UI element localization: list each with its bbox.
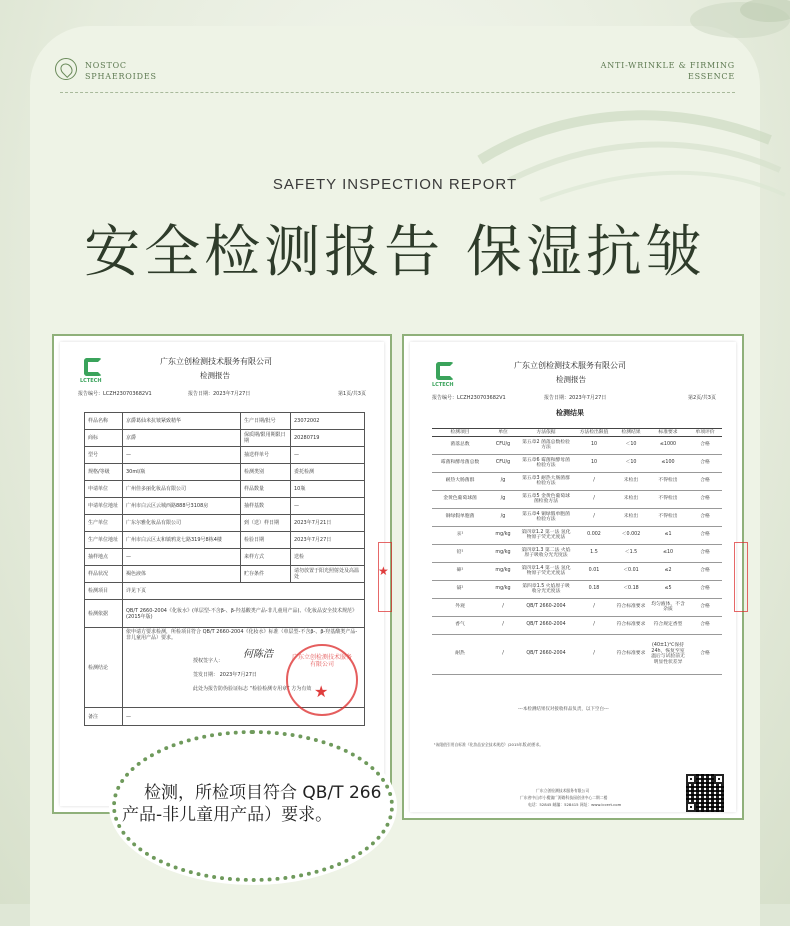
info-cell-v1: 褐色液体 <box>123 566 241 583</box>
results-cell: ≤100 <box>648 454 688 472</box>
page-number: 第1页/共3页 <box>337 391 366 397</box>
results-cell: /g <box>488 490 518 508</box>
results-cell: 不得检出 <box>648 508 688 526</box>
decorative-leaves-corner <box>650 0 790 60</box>
info-cell-k2: 到（送）样日期 <box>241 515 291 532</box>
results-column-header: 检测项目 <box>432 429 488 437</box>
results-cell: 0.18 <box>574 580 614 598</box>
footer-line-2: 广东省中山市小榄镇广源路科技园创业中心二期二楼 <box>520 795 608 800</box>
info-cell-v2: 20280719 <box>291 430 365 447</box>
basis-label: 检测依据 <box>85 600 123 628</box>
report-page-2 <box>410 342 736 812</box>
info-cell-v1: 广东尔雅化妆品有限公司 <box>123 515 241 532</box>
side-seal <box>734 542 748 612</box>
results-cell: 合格 <box>688 562 722 580</box>
info-row <box>85 481 365 498</box>
results-cell: mg/kg <box>488 580 518 598</box>
info-cell-v1: — <box>123 549 241 566</box>
results-cell: / <box>574 616 614 634</box>
basis-value: QB/T 2660-2004《化妆水》(单层型-不含β-、β-羟基酸类产品-非儿童用产品)、《化妆品安全技术规范》(2015年版) <box>123 600 365 628</box>
org-name: 广东立创检测技术服务有限公司 <box>514 361 626 370</box>
info-cell-k1: 型号 <box>85 447 123 464</box>
results-cell: 合格 <box>688 634 722 674</box>
info-cell-v1: — <box>123 447 241 464</box>
results-cell: 砷¹ <box>432 562 488 580</box>
results-column-header: 方法检出限值 <box>574 429 614 437</box>
info-cell-v2: — <box>291 498 365 515</box>
info-cell-k1: 抽样地点 <box>85 549 123 566</box>
project-value: 详见下页 <box>123 583 365 600</box>
lctech-logo-text: LCTECH <box>432 382 454 388</box>
conclusion-value: 依申请方要求检测，所检项目符合 QB/T 2660-2004《化妆水》标准（单层型-不含β-、β-羟基酸类产品-非儿童用产品）要求。 <box>126 629 358 641</box>
results-cell: ≤1 <box>648 526 688 544</box>
seal-star-icon: ★ <box>314 682 329 701</box>
results-cell: 合格 <box>688 508 722 526</box>
results-cell: 合格 <box>688 544 722 562</box>
results-cell: mg/kg <box>488 562 518 580</box>
results-column-header: 单位 <box>488 429 518 437</box>
results-cell: 符合标准要求 <box>614 598 648 616</box>
results-row <box>432 436 722 454</box>
results-cell: 香气 <box>432 616 488 634</box>
end-note: ---本检测结果仅对接收样品负责，以下空白--- <box>518 707 609 712</box>
results-table <box>432 428 722 675</box>
info-row <box>85 515 365 532</box>
results-cell: CFU/g <box>488 454 518 472</box>
results-cell: 第四章1.5 火焰原子吸收分光光度法 <box>518 580 574 598</box>
results-cell: 1.5 <box>574 544 614 562</box>
results-cell: 第四章1.3 第二法 火焰原子吸收分光光度法 <box>518 544 574 562</box>
results-cell: 合格 <box>688 526 722 544</box>
magnifier-callout <box>112 730 394 882</box>
hero-title-en: SAFETY INSPECTION REPORT <box>272 176 518 193</box>
info-cell-v1: 京爵葛仙米抗皱紧致精华 <box>123 413 241 430</box>
results-row <box>432 616 722 634</box>
info-cell-k1: 商标 <box>85 430 123 447</box>
results-cell: 霉菌和酵母菌总数 <box>432 454 488 472</box>
results-cell: / <box>488 616 518 634</box>
info-cell-k1: 申请单位 <box>85 481 123 498</box>
official-seal-text: 广东立创检测技术服务有限公司 <box>292 654 353 668</box>
org-name: 广东立创检测技术服务有限公司 <box>160 357 272 366</box>
results-cell: mg/kg <box>488 544 518 562</box>
info-cell-k2: 保质期/限用期限日期 <box>241 430 291 447</box>
info-cell-k2: 生产日期/批号 <box>241 413 291 430</box>
results-cell: CFU/g <box>488 436 518 454</box>
info-cell-k2: 检验日期 <box>241 532 291 549</box>
results-cell: (40±1)℃保持24h，恢复至室温后与试验前无明显性状差异 <box>648 634 688 674</box>
info-cell-v2: 送检 <box>291 549 365 566</box>
validation-note: 此处为报告防伪验证标志 “检验检测专用章” 方为有效 <box>193 686 312 692</box>
info-cell-k1: 生产单位地址 <box>85 532 123 549</box>
results-cell: 合格 <box>688 580 722 598</box>
results-cell: 耐热 <box>432 634 488 674</box>
project-label: 检测项目 <box>85 583 123 600</box>
results-cell: ＜1.5 <box>614 544 648 562</box>
results-cell: 不得检出 <box>648 472 688 490</box>
results-cell: 符合标准要求 <box>614 616 648 634</box>
info-cell-k1: 申请单位地址 <box>85 498 123 515</box>
info-cell-k2: 来样方式 <box>241 549 291 566</box>
results-cell: ＜0.002 <box>614 526 648 544</box>
qr-corner <box>686 802 696 812</box>
results-cell: / <box>574 634 614 674</box>
results-cell: / <box>488 634 518 674</box>
info-cell-v1: 广州佳多丽化妆品有限公司 <box>123 481 241 498</box>
results-column-header: 标准要求 <box>648 429 688 437</box>
remark-label: 备注 <box>85 708 123 726</box>
sign-date-label: 签发日期： <box>193 672 219 678</box>
info-row <box>85 566 365 583</box>
results-column-header: 检测结果 <box>614 429 648 437</box>
lctech-logo-icon <box>436 362 454 380</box>
product-tagline <box>601 60 735 82</box>
info-cell-k2: 样品数量 <box>241 481 291 498</box>
footer-line-1: 广东立创检测技术服务有限公司 <box>536 788 590 793</box>
results-cell: ＜0.01 <box>614 562 648 580</box>
results-cell: QB/T 2660-2004 <box>518 616 574 634</box>
results-cell: 合格 <box>688 598 722 616</box>
tagline-line-1: ANTI-WRINKLE & FIRMING <box>600 61 735 70</box>
lctech-logo-icon <box>84 358 102 376</box>
info-row <box>85 413 365 430</box>
magnified-text-line-2: 产品-非儿童用产品）要求。 <box>122 805 333 825</box>
results-cell: 合格 <box>688 616 722 634</box>
results-cell: 铜绿假单胞菌 <box>432 508 488 526</box>
results-cell: 合格 <box>688 472 722 490</box>
info-cell-v1: 广州市白云区云城西路888号3108房 <box>123 498 241 515</box>
results-cell: 未检出 <box>614 508 648 526</box>
results-cell: 第五章4 铜绿假单胞菌检验方法 <box>518 508 574 526</box>
info-cell-v2: — <box>291 447 365 464</box>
info-row <box>85 532 365 549</box>
results-cell: 镉¹ <box>432 580 488 598</box>
results-cell: / <box>574 490 614 508</box>
info-cell-v1: 京爵 <box>123 430 241 447</box>
info-cell-v2: 2023年7月27日 <box>291 532 365 549</box>
results-cell: / <box>574 598 614 616</box>
footnote: ¹该限值引用自标准《化妆品安全技术规范》(2015年版)的要求。 <box>434 742 544 747</box>
results-cell: 合格 <box>688 454 722 472</box>
results-cell: 10 <box>574 454 614 472</box>
results-row <box>432 580 722 598</box>
results-cell: 金黄色葡萄球菌 <box>432 490 488 508</box>
info-cell-v2: 23072002 <box>291 413 365 430</box>
top-bar <box>55 58 735 92</box>
results-cell: 铅¹ <box>432 544 488 562</box>
results-row <box>432 598 722 616</box>
info-cell-v2: 委托检测 <box>291 464 365 481</box>
results-row <box>432 508 722 526</box>
results-cell: 10 <box>574 436 614 454</box>
results-row <box>432 490 722 508</box>
brand-name <box>85 60 157 82</box>
remark-value: — <box>123 708 365 726</box>
results-cell: 0.01 <box>574 562 614 580</box>
results-row <box>432 634 722 674</box>
info-cell-k2: 抽样基数 <box>241 498 291 515</box>
footer-line-3: 电话：52845 邮编：528415 网址：www.lccert.com <box>528 802 622 807</box>
info-cell-k2: 抽送样单号 <box>241 447 291 464</box>
results-row <box>432 526 722 544</box>
report-title: 检测报告 <box>556 375 586 384</box>
results-cell: 均匀液体，不含杂质 <box>648 598 688 616</box>
qr-corner <box>714 774 724 784</box>
results-cell: 第四章1.4 第一法 氢化物原子荧光光度法 <box>518 562 574 580</box>
results-cell: 合格 <box>688 436 722 454</box>
header-divider <box>60 92 735 93</box>
authorized-signer <box>193 658 223 664</box>
hero-title-cn: 安全检测报告 保湿抗皱 <box>84 220 706 285</box>
info-cell-k2: 贮存条件 <box>241 566 291 583</box>
results-row <box>432 454 722 472</box>
lctech-logo-text: LCTECH <box>80 378 102 384</box>
info-cell-k1: 生产单位 <box>85 515 123 532</box>
results-cell: ≤1000 <box>648 436 688 454</box>
info-row <box>85 498 365 515</box>
results-row <box>432 472 722 490</box>
report-title: 检测报告 <box>200 371 230 380</box>
results-cell: ＜0.18 <box>614 580 648 598</box>
report-date: 报告日期：2023年7月27日 <box>544 395 607 401</box>
results-cell: 第四章1.2 第一法 氢化物原子荧光光度法 <box>518 526 574 544</box>
results-cell: 外观 <box>432 598 488 616</box>
tagline-line-2: ESSENCE <box>687 72 735 81</box>
results-cell: 不得检出 <box>648 490 688 508</box>
results-cell: 未检出 <box>614 490 648 508</box>
results-cell: ≤5 <box>648 580 688 598</box>
results-cell: 汞¹ <box>432 526 488 544</box>
info-cell-k1: 规格/等级 <box>85 464 123 481</box>
auth-label: 授权签字人： <box>193 658 224 664</box>
results-cell: /g <box>488 472 518 490</box>
results-cell: mg/kg <box>488 526 518 544</box>
results-cell: 第五章6 霉菌和酵母菌检验方法 <box>518 454 574 472</box>
results-cell: 未检出 <box>614 472 648 490</box>
info-row <box>85 447 365 464</box>
results-title: 检测结果 <box>556 409 584 417</box>
qr-corner <box>686 774 696 784</box>
results-cell: 第五章5 金黄色葡萄球菌检验方法 <box>518 490 574 508</box>
results-cell: 符合规定香型 <box>648 616 688 634</box>
results-cell: 耐热大肠菌群 <box>432 472 488 490</box>
results-cell: / <box>574 472 614 490</box>
sign-date: 2023年7月27日 <box>219 672 257 678</box>
results-cell: QB/T 2660-2004 <box>518 634 574 674</box>
results-cell: 0.002 <box>574 526 614 544</box>
results-column-header: 方法依据 <box>518 429 574 437</box>
results-cell: 符合标准要求 <box>614 634 648 674</box>
results-cell: / <box>574 508 614 526</box>
report-page-2-frame <box>402 334 744 820</box>
info-cell-v2: 10瓶 <box>291 481 365 498</box>
results-column-header: 单项评价 <box>688 429 722 437</box>
results-cell: 合格 <box>688 490 722 508</box>
magnified-text-line-1: 检测，所检项目符合 QB/T 266 <box>144 783 382 803</box>
info-cell-v1: 广州市白云区太和镇鸦龙七路319号8栋4楼 <box>123 532 241 549</box>
results-cell: 第五章2 菌落总数检验方法 <box>518 436 574 454</box>
brand-line-1: NOSTOC <box>85 61 127 70</box>
results-row <box>432 562 722 580</box>
info-cell-v2: 2023年7月21日 <box>291 515 365 532</box>
results-cell: ＜10 <box>614 436 648 454</box>
info-cell-k1: 样品状况 <box>85 566 123 583</box>
results-cell: ≤2 <box>648 562 688 580</box>
results-header-row <box>432 429 722 437</box>
info-cell-k2: 检测类别 <box>241 464 291 481</box>
results-cell: ≤10 <box>648 544 688 562</box>
report-number: 报告编号：LCZH230703682V1 <box>432 395 506 401</box>
results-cell: ＜10 <box>614 454 648 472</box>
conclusion-label: 检测结论 <box>85 628 123 708</box>
signature: 何陈浩 <box>243 649 273 660</box>
info-row <box>85 464 365 481</box>
info-row <box>85 430 365 447</box>
brand-line-2: SPHAEROIDES <box>85 72 157 81</box>
report-number: 报告编号：LCZH230703682V1 <box>78 391 152 397</box>
results-row <box>432 544 722 562</box>
results-cell: / <box>488 598 518 616</box>
results-cell: 菌落总数 <box>432 436 488 454</box>
info-row <box>85 549 365 566</box>
report-date: 报告日期：2023年7月27日 <box>188 391 251 397</box>
info-cell-k1: 样品名称 <box>85 413 123 430</box>
decorative-swoosh-top <box>470 100 790 210</box>
side-seal-star-icon: ★ <box>378 564 389 578</box>
issue-date-row <box>193 672 257 678</box>
leaf-logo-icon <box>55 58 77 80</box>
page-number: 第2页/共3页 <box>687 395 716 401</box>
results-cell: 第五章3 耐热大肠菌群检验方法 <box>518 472 574 490</box>
results-cell: /g <box>488 508 518 526</box>
info-cell-v1: 30ml/瓶 <box>123 464 241 481</box>
official-seal <box>286 644 358 716</box>
info-cell-v2: 请勿放置于阳光照射处及高温处 <box>291 566 365 583</box>
results-cell: QB/T 2660-2004 <box>518 598 574 616</box>
